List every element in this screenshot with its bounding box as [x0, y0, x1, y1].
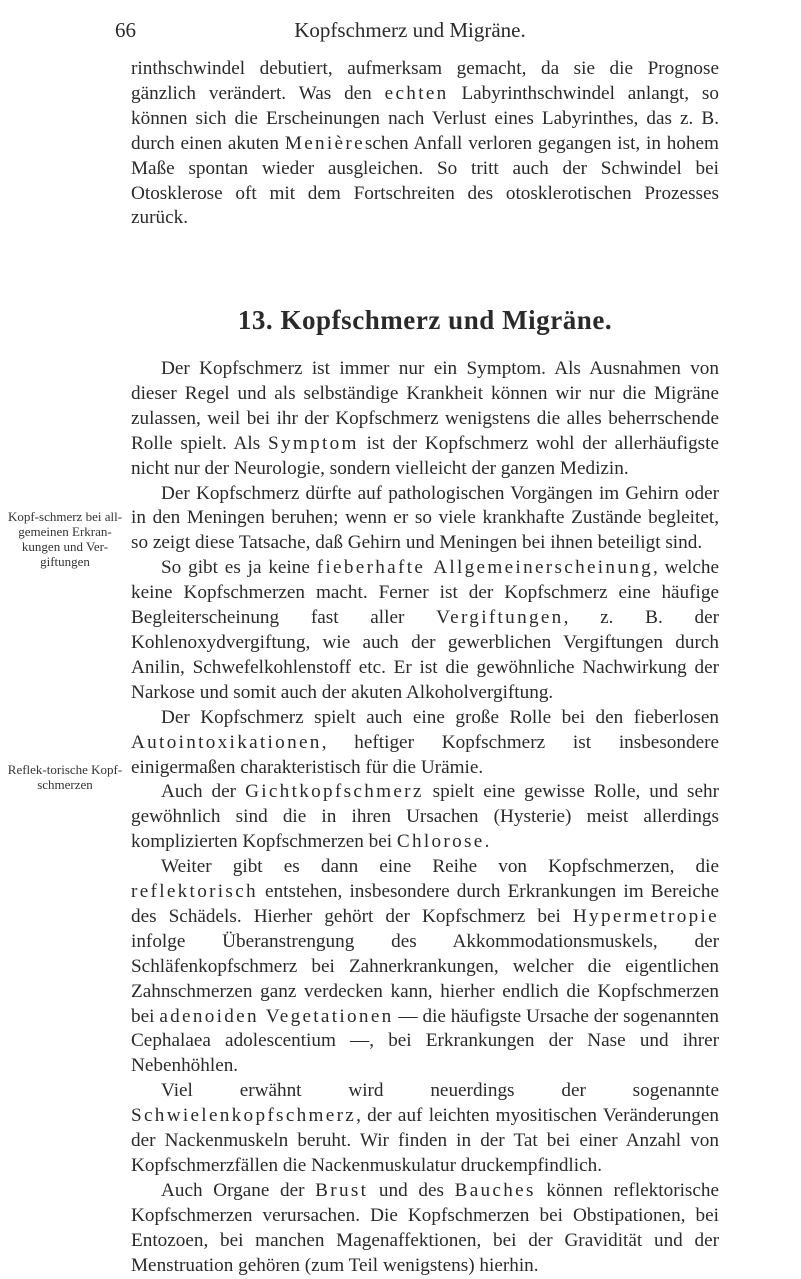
text-run: Auch der: [161, 781, 246, 803]
text-run: Der Kopfschmerz ist immer nur ein Symptom. Als Ausnahmen von dieser Regel und als selbständige Krankheit können wir nur die Migräne zulassen, weil bei ihr der Kopfschmerz wenigstens die alles beherrschende Rolle spielt. Als: [131, 358, 719, 454]
text-run: rinthschwindel debutiert, aufmerksam gemacht, da sie die Prognose gänzlich verändert. Was den: [131, 58, 719, 104]
spaced-emphasis: Bauches: [454, 1179, 536, 1201]
margin-note-general-diseases: Kopf-schmerz bei all-gemeinen Erkran-kungen und Ver-giftungen: [7, 509, 123, 569]
text-run: ist der Kopfschmerz wohl der allerhäufigste nicht nur der Neurologie, sondern vielleicht der ganzen Medizin.: [131, 432, 719, 479]
running-title: Kopfschmerz und Migräne.: [294, 18, 526, 42]
section-body: [131, 357, 719, 1279]
text-run: Weiter gibt es dann eine Reihe von Kopfschmerzen, die: [161, 856, 719, 878]
spaced-emphasis: Vergiftungen: [436, 607, 564, 629]
paragraph: Der Kopfschmerz dürfte auf pathologischen Vorgängen im Gehirn oder in den Meningen beruhen; wenn er so viele krankhafte Zustände begleitet, so zeigt diese Tatsache, daß Gehirn und Meningen bei ihnen beteiligt sind.: [131, 482, 719, 554]
text-run: entstehen, insbesondere durch Erkrankungen im Bereiche des Schädels. Hierher gehört der Kopfschmerz bei: [131, 881, 719, 927]
margin-note-reflex-headaches: Reflek-torische Kopf-schmerzen: [7, 762, 123, 792]
spaced-emphasis: Hypermetropie: [572, 905, 719, 927]
spaced-emphasis: Gichtkopfschmerz: [245, 781, 424, 803]
spaced-emphasis: echten: [384, 82, 449, 104]
paragraph: [131, 1079, 719, 1179]
text-run: — die häufigste Ursache der sogenannten Cephalaea adolescentium —, bei Erkrankungen der Nase und ihrer Nebenhöhlen.: [131, 1005, 719, 1077]
text-run: .: [484, 831, 490, 853]
text-run: Der Kopfschmerz spielt auch eine große Rolle bei den fieberlosen: [161, 706, 719, 728]
text-run: und des: [368, 1179, 455, 1201]
paragraph: [131, 780, 719, 855]
spaced-emphasis: Chlorose: [396, 831, 485, 853]
text-run: Auch Organe der: [161, 1179, 316, 1201]
text-run: So gibt es ja keine: [161, 557, 317, 579]
text-run: spielt eine gewisse Rolle, und sehr gewöhnlich sind die in ihren Ursachen (Hysterie) meist allerdings komplizierten Kopfschmerzen bei: [131, 781, 720, 853]
text-run: Viel erwähnt wird neuerdings der sogenannte: [161, 1080, 719, 1102]
intro-paragraph: [131, 57, 719, 231]
text-run: , welche keine Kopfschmerzen macht. Ferner ist der Kopfschmerz eine häufige Begleiterscheinung fast aller: [131, 557, 719, 629]
spaced-emphasis: fieberhafte Allgemeinerscheinung: [316, 557, 654, 579]
text-run: können reflektorische Kopfschmerzen verursachen. Die Kopfschmerzen bei Obstipationen, bei Entozoen, bei manchen Magenaffektionen, bei der Gravidität und der Menstruation gehören (zum Teil wenigstens) hierhin.: [131, 1179, 720, 1276]
intro-paragraph-block: [131, 57, 719, 231]
paragraph: [131, 357, 719, 482]
section-heading: 13. Kopfschmerz und Migräne.: [237, 305, 613, 335]
text-run: , z. B. der Kohlenoxydvergiftung, wie auch der gewerblichen Vergiftungen durch Anilin, Schwefelkohlenstoff etc. Er ist die gewöhnliche Nachwirkung der Narkose und somit auch der akuten Alkoholvergiftung.: [131, 607, 719, 703]
spaced-emphasis: Autointoxikationen: [131, 731, 322, 753]
paragraph: [131, 706, 719, 781]
spaced-emphasis: Schwielenkopfschmerz: [131, 1105, 357, 1127]
paragraph: [131, 556, 719, 705]
spaced-emphasis: Menière: [284, 132, 365, 154]
spaced-emphasis: Brust: [315, 1179, 369, 1201]
text-run: , der auf leichten myositischen Veränderungen der Nackenmuskeln beruht. Wir finden in der Tat bei einer Anzahl von Kopfschmerzfällen die Nackenmuskulatur druckempfindlich.: [131, 1105, 719, 1176]
text-run: infolge Überanstrengung des Akkommodationsmuskels, der Schläfenkopfschmerz bei Zahnerkrankungen, welcher die eigentlichen Zahnschmerzen ganz verdecken kann, hierher endlich die Kopfschmerzen bei: [131, 930, 719, 1027]
paragraph: [131, 1179, 719, 1279]
spaced-emphasis: Symptom: [268, 432, 359, 454]
spaced-emphasis: adenoiden Vegetationen: [159, 1005, 394, 1027]
text-run: schen Anfall verloren gegangen ist, in hohem Maße spontan wieder ausgleichen. So tritt auch der Schwindel bei Otosklerose oft mit dem Fortschreiten des otosklerotischen Prozesses zurück.: [131, 132, 719, 229]
text-run: , heftiger Kopfschmerz ist insbesondere einigermaßen charakteristisch für die Urämie.: [131, 731, 719, 778]
spaced-emphasis: reflektorisch: [131, 881, 258, 903]
page-number: 66: [115, 18, 136, 42]
paragraph: [131, 855, 719, 1079]
text-run: Labyrinthschwindel anlangt, so können sich die Erscheinungen nach Verlust eines Labyrinthes, das z. B. durch einen akuten: [131, 82, 719, 154]
page-header: [115, 18, 705, 46]
